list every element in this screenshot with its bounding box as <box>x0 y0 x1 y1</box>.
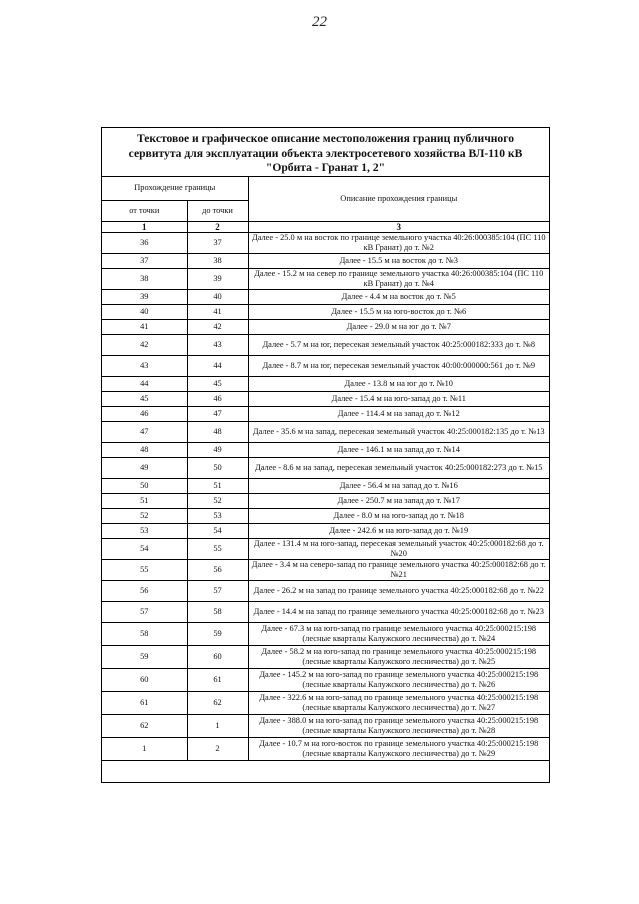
table-row <box>102 508 549 523</box>
from-point-cell: 54 <box>102 538 187 559</box>
header-boundary-passage: Прохождение границы <box>102 177 248 200</box>
description-cell: Далее - 4.4 м на восток до т. №5 <box>248 289 549 304</box>
table-row <box>102 391 549 406</box>
description-cell: Далее - 15.2 м на север по границе земельного участка 40:26:000385:104 (ПС 110 кВ Гранат) до т. №4 <box>248 268 549 289</box>
table-row <box>102 421 549 442</box>
page-number: 22 <box>312 14 327 30</box>
table-row <box>102 493 549 508</box>
from-point-cell: 61 <box>102 691 187 714</box>
table-row <box>102 668 549 691</box>
to-point-cell: 58 <box>187 601 248 622</box>
from-point-cell: 62 <box>102 714 187 737</box>
column-index-row <box>102 221 549 232</box>
table-row <box>102 601 549 622</box>
from-point-cell: 46 <box>102 406 187 421</box>
to-point-cell: 39 <box>187 268 248 289</box>
from-point-cell: 56 <box>102 580 187 601</box>
description-cell: Далее - 15.5 м на юго-восток до т. №6 <box>248 304 549 319</box>
to-point-cell: 47 <box>187 406 248 421</box>
description-cell: Далее - 8.0 м на юго-запад до т. №18 <box>248 508 549 523</box>
description-cell: Далее - 35.6 м на запад, пересекая земельный участок 40:25:000182:135 до т. №13 <box>248 421 549 442</box>
from-point-cell: 59 <box>102 645 187 668</box>
description-cell: Далее - 114.4 м на запад до т. №12 <box>248 406 549 421</box>
table-row <box>102 376 549 391</box>
description-cell: Далее - 145.2 м на юго-запад по границе земельного участка 40:25:000215:198 (лесные кварталы Калужского лесничества) до т. №26 <box>248 668 549 691</box>
from-point-cell: 52 <box>102 508 187 523</box>
table-row <box>102 232 549 253</box>
description-cell: Далее - 8.6 м на запад, пересекая земельный участок 40:25:000182:273 до т. №15 <box>248 457 549 478</box>
table-row <box>102 289 549 304</box>
from-point-cell: 42 <box>102 334 187 355</box>
description-cell: Далее - 26.2 м на запад по границе земельного участка 40:25:000182:68 до т. №22 <box>248 580 549 601</box>
to-point-cell: 46 <box>187 391 248 406</box>
header-to-point: до точки <box>187 200 248 221</box>
to-point-cell: 57 <box>187 580 248 601</box>
header-description: Описание прохождения границы <box>248 177 549 221</box>
from-point-cell: 53 <box>102 523 187 538</box>
from-point-cell: 50 <box>102 478 187 493</box>
column-index: 3 <box>248 221 549 232</box>
to-point-cell: 43 <box>187 334 248 355</box>
from-point-cell: 51 <box>102 493 187 508</box>
to-point-cell: 62 <box>187 691 248 714</box>
to-point-cell: 45 <box>187 376 248 391</box>
to-point-cell: 56 <box>187 559 248 580</box>
table-row <box>102 457 549 478</box>
description-cell: Далее - 131.4 м на юго-запад, пересекая земельный участок 40:25:000182:68 до т. №20 <box>248 538 549 559</box>
description-cell: Далее - 242.6 м на юго-запад до т. №19 <box>248 523 549 538</box>
title-line: Текстовое и графическое описание местоположения границ публичного <box>136 132 514 145</box>
table-row <box>102 622 549 645</box>
description-cell: Далее - 13.8 м на юг до т. №10 <box>248 376 549 391</box>
description-cell: Далее - 56.4 м на запад до т. №16 <box>248 478 549 493</box>
table-row <box>102 334 549 355</box>
description-cell: Далее - 29.0 м на юг до т. №7 <box>248 319 549 334</box>
title-line: сервитута для эксплуатации объекта электросетевого хозяйства ВЛ-110 кВ <box>128 146 523 160</box>
to-point-cell: 2 <box>187 737 248 760</box>
table-row <box>102 478 549 493</box>
to-point-cell: 1 <box>187 714 248 737</box>
table-row <box>102 406 549 421</box>
document-title <box>102 128 549 177</box>
from-point-cell: 55 <box>102 559 187 580</box>
table-row <box>102 442 549 457</box>
description-cell: Далее - 58.2 м на юго-запад по границе земельного участка 40:25:000215:198 (лесные кварталы Калужского лесничества) до т. №25 <box>248 645 549 668</box>
to-point-cell: 53 <box>187 508 248 523</box>
description-cell: Далее - 25.0 м на восток по границе земельного участка 40:26:000385:104 (ПС 110 кВ Гранат) до т. №2 <box>248 232 549 253</box>
to-point-cell: 44 <box>187 355 248 376</box>
table-row <box>102 645 549 668</box>
from-point-cell: 48 <box>102 442 187 457</box>
from-point-cell: 41 <box>102 319 187 334</box>
table-row <box>102 523 549 538</box>
from-point-cell: 49 <box>102 457 187 478</box>
from-point-cell: 36 <box>102 232 187 253</box>
header-from-point: от точки <box>102 200 187 221</box>
description-cell: Далее - 15.4 м на юго-запад до т. №11 <box>248 391 549 406</box>
from-point-cell: 39 <box>102 289 187 304</box>
table-row <box>102 304 549 319</box>
table-row <box>102 714 549 737</box>
to-point-cell: 37 <box>187 232 248 253</box>
to-point-cell: 50 <box>187 457 248 478</box>
from-point-cell: 47 <box>102 421 187 442</box>
description-cell: Далее - 146.1 м на запад до т. №14 <box>248 442 549 457</box>
from-point-cell: 1 <box>102 737 187 760</box>
table-row <box>102 268 549 289</box>
description-cell: Далее - 250.7 м на запад до т. №17 <box>248 493 549 508</box>
table-row <box>102 538 549 559</box>
from-point-cell: 45 <box>102 391 187 406</box>
table-body <box>102 221 549 760</box>
from-point-cell: 44 <box>102 376 187 391</box>
from-point-cell: 60 <box>102 668 187 691</box>
to-point-cell: 59 <box>187 622 248 645</box>
to-point-cell: 41 <box>187 304 248 319</box>
from-point-cell: 43 <box>102 355 187 376</box>
document-frame <box>101 127 550 783</box>
table-row <box>102 737 549 760</box>
boundary-table <box>102 177 549 761</box>
to-point-cell: 51 <box>187 478 248 493</box>
to-point-cell: 38 <box>187 253 248 268</box>
description-cell: Далее - 3.4 м на северо-запад по границе земельного участка 40:25:000182:68 до т. №21 <box>248 559 549 580</box>
description-cell: Далее - 10.7 м на юго-восток по границе земельного участка 40:25:000215:198 (лесные кварталы Калужского лесничества) до т. №29 <box>248 737 549 760</box>
to-point-cell: 40 <box>187 289 248 304</box>
description-cell: Далее - 14.4 м на запад по границе земельного участка 40:25:000182:68 до т. №23 <box>248 601 549 622</box>
table-row <box>102 691 549 714</box>
to-point-cell: 55 <box>187 538 248 559</box>
to-point-cell: 54 <box>187 523 248 538</box>
description-cell: Далее - 322.6 м на юго-запад по границе земельного участка 40:25:000215:198 (лесные кварталы Калужского лесничества) до т. №27 <box>248 691 549 714</box>
to-point-cell: 49 <box>187 442 248 457</box>
table-row <box>102 253 549 268</box>
description-cell: Далее - 388.0 м на юго-запад по границе земельного участка 40:25:000215:198 (лесные кварталы Калужского лесничества) до т. №28 <box>248 714 549 737</box>
table-row <box>102 559 549 580</box>
table-row <box>102 580 549 601</box>
to-point-cell: 61 <box>187 668 248 691</box>
from-point-cell: 58 <box>102 622 187 645</box>
from-point-cell: 40 <box>102 304 187 319</box>
title-line: "Орбита - Гранат 1, 2" <box>265 161 386 174</box>
table-row <box>102 355 549 376</box>
to-point-cell: 60 <box>187 645 248 668</box>
from-point-cell: 38 <box>102 268 187 289</box>
description-cell: Далее - 8.7 м на юг, пересекая земельный участок 40:00:000000:561 до т. №9 <box>248 355 549 376</box>
column-index: 2 <box>187 221 248 232</box>
column-index: 1 <box>102 221 187 232</box>
to-point-cell: 42 <box>187 319 248 334</box>
table-row <box>102 319 549 334</box>
description-cell: Далее - 67.3 м на юго-запад по границе земельного участка 40:25:000215:198 (лесные кварталы Калужского лесничества) до т. №24 <box>248 622 549 645</box>
to-point-cell: 48 <box>187 421 248 442</box>
from-point-cell: 57 <box>102 601 187 622</box>
description-cell: Далее - 15.5 м на восток до т. №3 <box>248 253 549 268</box>
from-point-cell: 37 <box>102 253 187 268</box>
description-cell: Далее - 5.7 м на юг, пересекая земельный участок 40:25:000182:333 до т. №8 <box>248 334 549 355</box>
to-point-cell: 52 <box>187 493 248 508</box>
